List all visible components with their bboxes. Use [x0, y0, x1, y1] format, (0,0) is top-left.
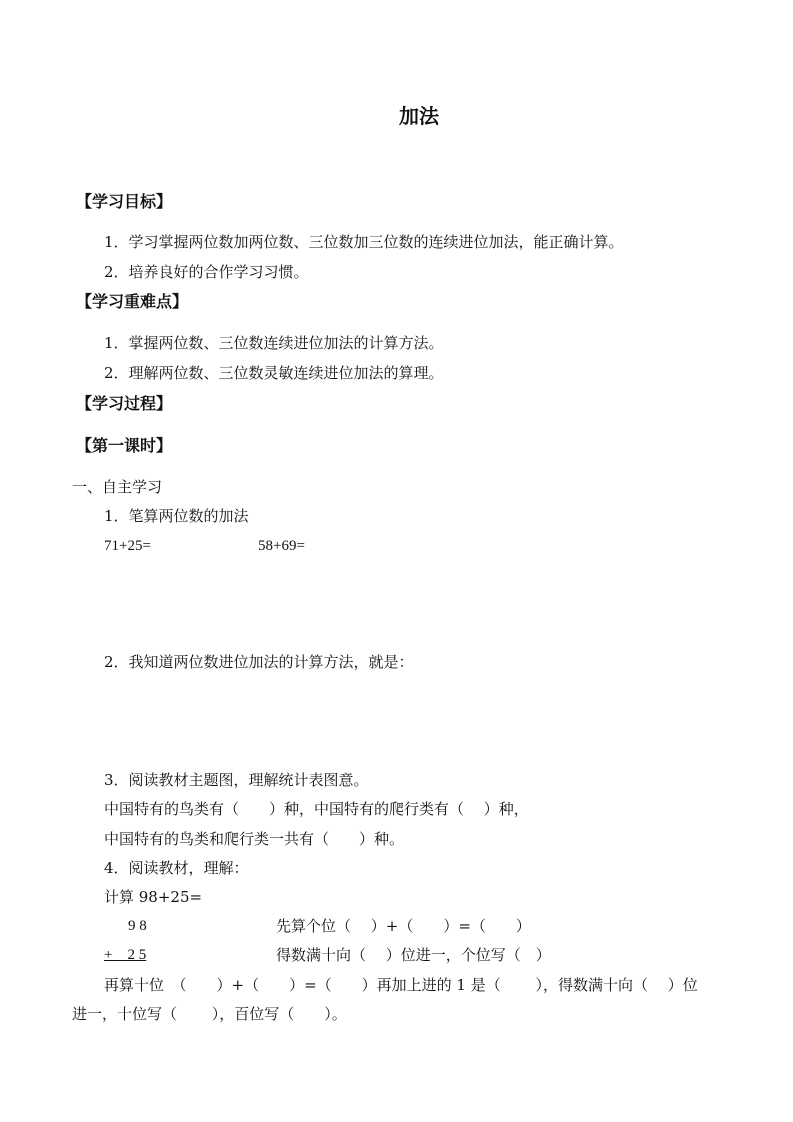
vertical-top-number: 9 8: [128, 918, 147, 934]
process-heading: 【学习过程】: [76, 394, 173, 413]
question-3-line-1: 中国特有的鸟类有（ ）种，中国特有的爬行类有（ ）种，: [104, 800, 529, 818]
question-3-line-2: 中国特有的鸟类和爬行类一共有（ ）种。: [104, 830, 405, 848]
step-3-line-1: 再算十位 （ ）+（ ）=（ ）再加上进的 1 是（ ），得数满十向（ ）位: [104, 976, 698, 994]
expression-a: 71+25=: [104, 538, 151, 554]
goal-item-2: 2．培养良好的合作学习习惯。: [104, 263, 309, 281]
self-study-label: 一、自主学习: [72, 478, 163, 496]
page-title: 加法: [399, 104, 439, 128]
key-point-item-1: 1．掌握两位数、三位数连续进位加法的计算方法。: [104, 334, 444, 352]
step-2: 得数满十向（ ）位进一，个位写（ ）: [276, 946, 551, 964]
question-2: 2．我知道两位数进位加法的计算方法，就是：: [104, 653, 414, 671]
vertical-bottom-number: + 2 5: [104, 947, 147, 963]
key-points-heading: 【学习重难点】: [76, 292, 189, 311]
question-4: 4．阅读教材，理解：: [104, 859, 249, 877]
goals-heading: 【学习目标】: [76, 192, 173, 211]
expression-b: 58+69=: [258, 538, 305, 554]
lesson1-heading: 【第一课时】: [76, 436, 173, 455]
question-3: 3．阅读教材主题图，理解统计表图意。: [104, 771, 369, 789]
step-1: 先算个位（ ）+（ ）=（ ）: [276, 917, 531, 935]
goal-item-1: 1．学习掌握两位数加两位数、三位数加三位数的连续进位加法，能正确计算。: [104, 233, 624, 251]
calc-prompt: 计算 98+25=: [104, 888, 203, 906]
key-point-item-2: 2．理解两位数、三位数灵敏连续进位加法的算理。: [104, 364, 444, 382]
question-1: 1．笔算两位数的加法: [104, 507, 249, 525]
step-3-line-2: 进一，十位写（ ），百位写（ ）。: [72, 1005, 347, 1023]
